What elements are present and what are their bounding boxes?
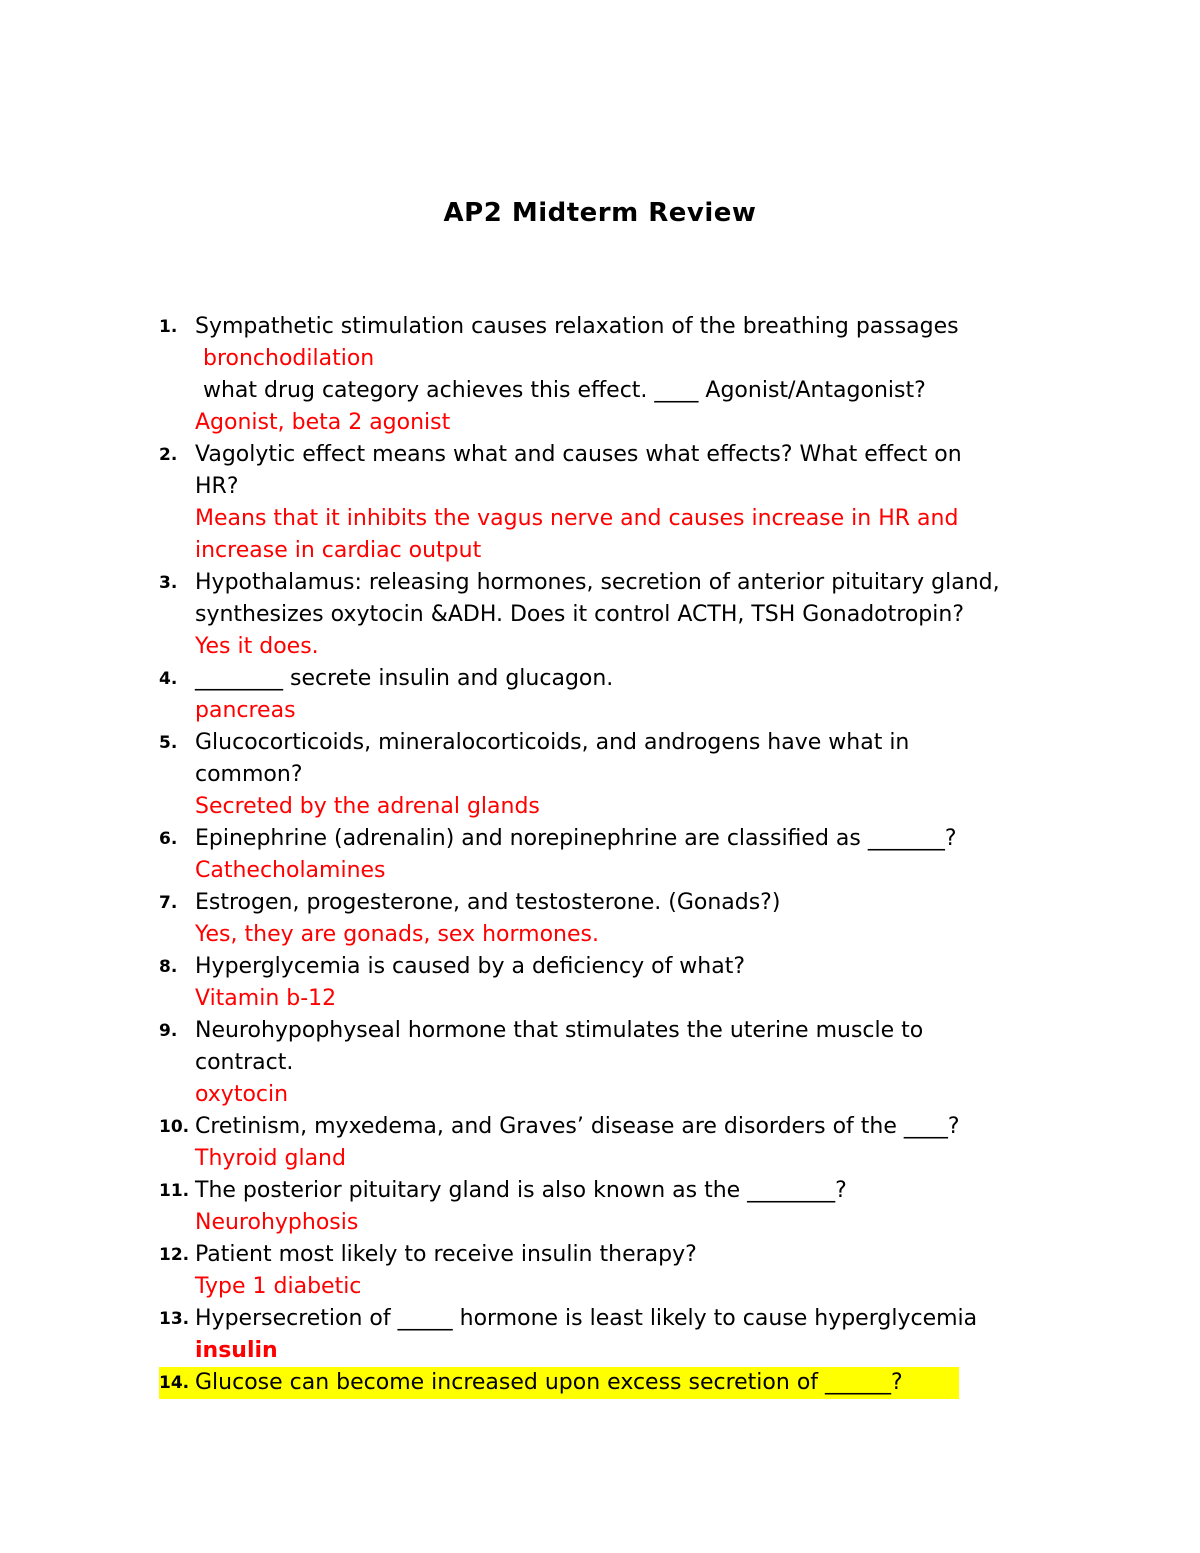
- question-body: [195, 727, 1079, 823]
- answer-text: Yes it does.: [195, 634, 319, 659]
- question-text: contract.: [195, 1050, 294, 1075]
- question-text: ________ secrete insulin and glucagon.: [195, 666, 614, 691]
- question-text: Estrogen, progesterone, and testosterone. (Gonads?): [195, 890, 781, 915]
- question-text: synthesizes oxytocin &ADH. Does it control ACTH, TSH Gonadotropin?: [195, 602, 964, 627]
- question-item-9: [159, 1015, 1079, 1111]
- question-number: 4.: [159, 669, 178, 689]
- question-item-1: [159, 311, 1079, 439]
- question-text: The posterior pituitary gland is also known as the ________?: [195, 1178, 847, 1203]
- question-text: Cretinism, myxedema, and Graves’ disease are disorders of the ____?: [195, 1114, 960, 1139]
- answer-text: increase in cardiac output: [195, 538, 482, 563]
- question-item-13: [159, 1303, 1079, 1367]
- question-body: [195, 823, 1079, 887]
- question-text: Patient most likely to receive insulin therapy?: [195, 1242, 697, 1267]
- question-body: [195, 663, 1079, 727]
- answer-text: Cathecholamines: [195, 858, 386, 883]
- question-text: HR?: [195, 474, 239, 499]
- question-number: 9.: [159, 1021, 178, 1041]
- question-body: [195, 1239, 1079, 1303]
- highlighted-question: [159, 1367, 959, 1399]
- question-item-3: [159, 567, 1079, 663]
- question-number: 8.: [159, 957, 178, 977]
- question-item-5: [159, 727, 1079, 823]
- answer-text: Yes, they are gonads, sex hormones.: [195, 922, 599, 947]
- question-text: Vagolytic effect means what and causes what effects? What effect on: [195, 442, 962, 467]
- question-text: Hypersecretion of _____ hormone is least likely to cause hyperglycemia: [195, 1306, 978, 1331]
- question-item-10: [159, 1111, 1079, 1175]
- answer-text: Neurohyphosis: [195, 1210, 359, 1235]
- answer-text: Thyroid gland: [195, 1146, 346, 1171]
- question-item-8: [159, 951, 1079, 1015]
- question-body: [195, 1175, 1079, 1239]
- answer-text: Vitamin b-12: [195, 986, 337, 1011]
- answer-text: insulin: [195, 1338, 278, 1363]
- question-item-14: [159, 1367, 1079, 1399]
- question-number: 14.: [159, 1373, 190, 1393]
- page-title: AP2 Midterm Review: [443, 198, 757, 228]
- question-number: 10.: [159, 1117, 190, 1137]
- question-item-2: [159, 439, 1079, 567]
- question-number: 13.: [159, 1309, 190, 1329]
- question-number: 12.: [159, 1245, 190, 1265]
- question-body: [195, 311, 1079, 439]
- question-body: [195, 1015, 1079, 1111]
- answer-text: oxytocin: [195, 1082, 289, 1107]
- question-number: 2.: [159, 445, 178, 465]
- question-text: common?: [195, 762, 303, 787]
- question-number: 3.: [159, 573, 178, 593]
- question-text: Glucose can become increased upon excess secretion of ______?: [195, 1370, 903, 1395]
- question-text: Glucocorticoids, mineralocorticoids, and androgens have what in: [195, 730, 910, 755]
- answer-text: Secreted by the adrenal glands: [195, 794, 540, 819]
- question-body: [195, 887, 1079, 951]
- question-item-6: [159, 823, 1079, 887]
- question-item-4: [159, 663, 1079, 727]
- question-body: [195, 439, 1079, 567]
- answer-text: Agonist, beta 2 agonist: [195, 410, 451, 435]
- answer-text: Type 1 diabetic: [195, 1274, 362, 1299]
- answer-text: pancreas: [195, 698, 296, 723]
- question-item-11: [159, 1175, 1079, 1239]
- question-text: Hypothalamus: releasing hormones, secretion of anterior pituitary gland,: [195, 570, 1000, 595]
- question-item-12: [159, 1239, 1079, 1303]
- answer-text: Means that it inhibits the vagus nerve and causes increase in HR and: [195, 506, 959, 531]
- question-number: 11.: [159, 1181, 190, 1201]
- question-item-7: [159, 887, 1079, 951]
- question-number: 1.: [159, 317, 178, 337]
- question-number: 7.: [159, 893, 178, 913]
- question-text: what drug category achieves this effect. ____ Agonist/Antagonist?: [203, 378, 926, 403]
- question-body: [195, 567, 1079, 663]
- question-body: [195, 1303, 1079, 1367]
- question-body: [195, 1111, 1079, 1175]
- question-number: 5.: [159, 733, 178, 753]
- question-text: Hyperglycemia is caused by a deficiency of what?: [195, 954, 746, 979]
- question-text: Sympathetic stimulation causes relaxation of the breathing passages: [195, 314, 959, 339]
- question-text: Epinephrine (adrenalin) and norepinephrine are classified as _______?: [195, 826, 957, 851]
- question-body: [195, 951, 1079, 1015]
- question-list: [159, 311, 1079, 1399]
- question-number: 6.: [159, 829, 178, 849]
- question-text: Neurohypophyseal hormone that stimulates the uterine muscle to: [195, 1018, 924, 1043]
- answer-text: bronchodilation: [203, 346, 375, 371]
